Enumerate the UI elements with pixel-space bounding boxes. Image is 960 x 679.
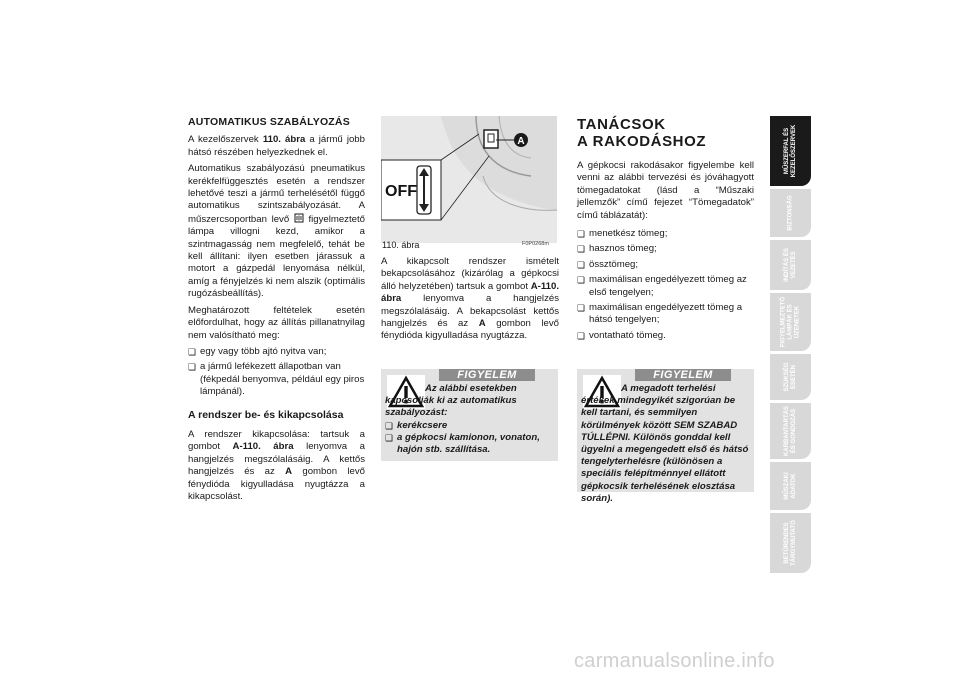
tab-2[interactable] [770,189,811,237]
title-line: TANÁCSOK [577,116,666,133]
figure-ref: A-110. ábra [381,280,559,305]
button-ref: A [478,318,486,330]
callout-a-label: A [517,136,525,147]
page-title [577,116,754,150]
list-item: ❏ maximálisan engedélyezett tömeg az első tengelyen; [577,274,754,299]
tab-4[interactable] [770,293,811,351]
list-item: ❏ hasznos tömeg; [577,243,754,255]
tab-7[interactable] [770,462,811,510]
list-item: ❏ a jármű lefékezett állapotban van (fékpedál benyomva, például egy piros lámpánál). [188,361,365,398]
warning-text [385,383,554,456]
text: gombon levő fénydióda kigyulladása nyugtázza a kikapcsolást. [188,466,365,502]
text: a jármű jobb hátsó részében helyezkednek el. [188,134,365,158]
tab-label: FIGYELMEZTETŐ LÁMPÁK ÉS ÜZENETEK [780,296,800,348]
title-line: A RAKODÁSHOZ [577,133,707,150]
paragraph: A gépkocsi rakodásakor figyelembe kell venni az alábbi tervezési és jóváhagyott tömegadatokat (lásd a “Műszaki jellemzők” című fejezet “Tömegadatok” című táblázatát): [577,160,754,221]
tab-label: KARBANTARTÁS ÉS GONDOZÁS [783,406,797,456]
tab-label: MŰSZERFAL ÉS KEZELŐSZERVEK [783,124,797,178]
list-item: ❏ vontatható tömeg. [577,330,754,342]
warning-box [381,369,558,461]
list-item: ❏ menetkész tömeg; [577,228,754,240]
text: Az alábbi esetekben kapcsolják ki az automatikus szabályozást: [385,383,517,419]
text: A kezelőszervek [188,134,263,146]
tab-3[interactable] [770,240,811,290]
figure-caption: 110. ábra [382,240,420,250]
paragraph: Meghatározott feltételek esetén előfordulhat, hogy az állítás pillanatnyilag nem valósítható meg: [188,304,365,341]
text: lenyomva a hangjelzés megszólalásáig. A bekapcsolást kettős hangjelzés és az [381,293,559,330]
figure-code: F0P0268m [522,241,549,247]
list-item: ❏ kerékcsere [385,420,554,432]
paragraph [188,134,365,159]
tab-label: BETŰRENDES TÁRGYMUTATÓ [783,520,797,566]
warning-tag: FIGYELEM [635,369,731,381]
list-item: ❏ maximálisan engedélyezett tömeg a hátsó tengelyen; [577,302,754,327]
tab-label: BIZTONSÁG [787,195,793,231]
list-item: ❏ össztömeg; [577,259,754,271]
text: A rendszer kikapcsolása: tartsuk a gombot [188,428,365,453]
section-heading: AUTOMATIKUS SZABÁLYOZÁS [188,116,350,128]
watermark: carmanualsonline.info [574,650,775,672]
off-switch-label: OFF [385,183,417,200]
tab-5[interactable] [770,354,811,400]
tab-label: INDÍTÁS ÉS VEZETÉS [783,248,797,282]
paragraph [188,163,365,300]
tab-1[interactable] [770,116,811,186]
suspension-warning-icon [294,213,304,223]
text: lenyomva a hangjelzés megszólalásáig. A kettős hangjelzés és az [188,441,365,478]
button-ref: A [285,466,293,478]
tab-label: SZÜKSÉG ESETÉN [783,362,797,392]
tab-8[interactable] [770,513,811,573]
warning-box [577,369,754,504]
figure-image [381,116,557,243]
middle-column [381,256,559,347]
subheading: A rendszer be- és kikapcsolása [188,408,344,421]
text: figyelmeztető lámpa villogni kezd, amikor a szintmagasság nem megfelelő, tehát be kell állítani: ilyen esetben járassuk a motort a gázpedál lenyomása nélkül, amíg a fényjelzés ki nem alszik (optimális rugózásbeállítás). [188,213,365,300]
text: A kikapcsolt rendszer ismételt bekapcsolásához (kizárólag a gépkocsi álló helyzetében) tartsuk a gombot [381,256,559,292]
warning-text: A megadott terhelési értékek mindegyikét szigorúan be kell tartani, és semmilyen körülmények között SEM SZABAD TÚLLÉPNI. Különös gonddal kell ügyelni a megengedett első és hátsó tengelyterhelésre (különösen a speciális felépítménnyel ellátott gépkocsik terhelésének elosztása során). [581,383,749,504]
warning-tag: FIGYELEM [439,369,535,381]
paragraph [381,256,559,343]
text: gombon levő fénydióda kigyulladása nyugtázza. [381,318,559,342]
list-item: ❏ egy vagy több ajtó nyitva van; [188,346,365,358]
right-column [577,116,754,345]
left-column [188,116,365,507]
list-item: ❏ a gépkocsi kamionon, vonaton, hajón stb. szállítása. [385,432,554,456]
tab-label: MŰSZAKI ADATOK [783,472,797,500]
text: Automatikus szabályozású pneumatikus kerékfelfüggesztés esetén a rendszer lehetővé teszi a jármű terhelésétől függő automatikus szintszabályozását. A műszercsoportban levő [188,163,365,225]
paragraph [188,429,365,503]
tab-6[interactable] [770,403,811,459]
figure-ref: 110. ábra [262,134,306,146]
figure-ref: A-110. ábra [232,441,294,453]
